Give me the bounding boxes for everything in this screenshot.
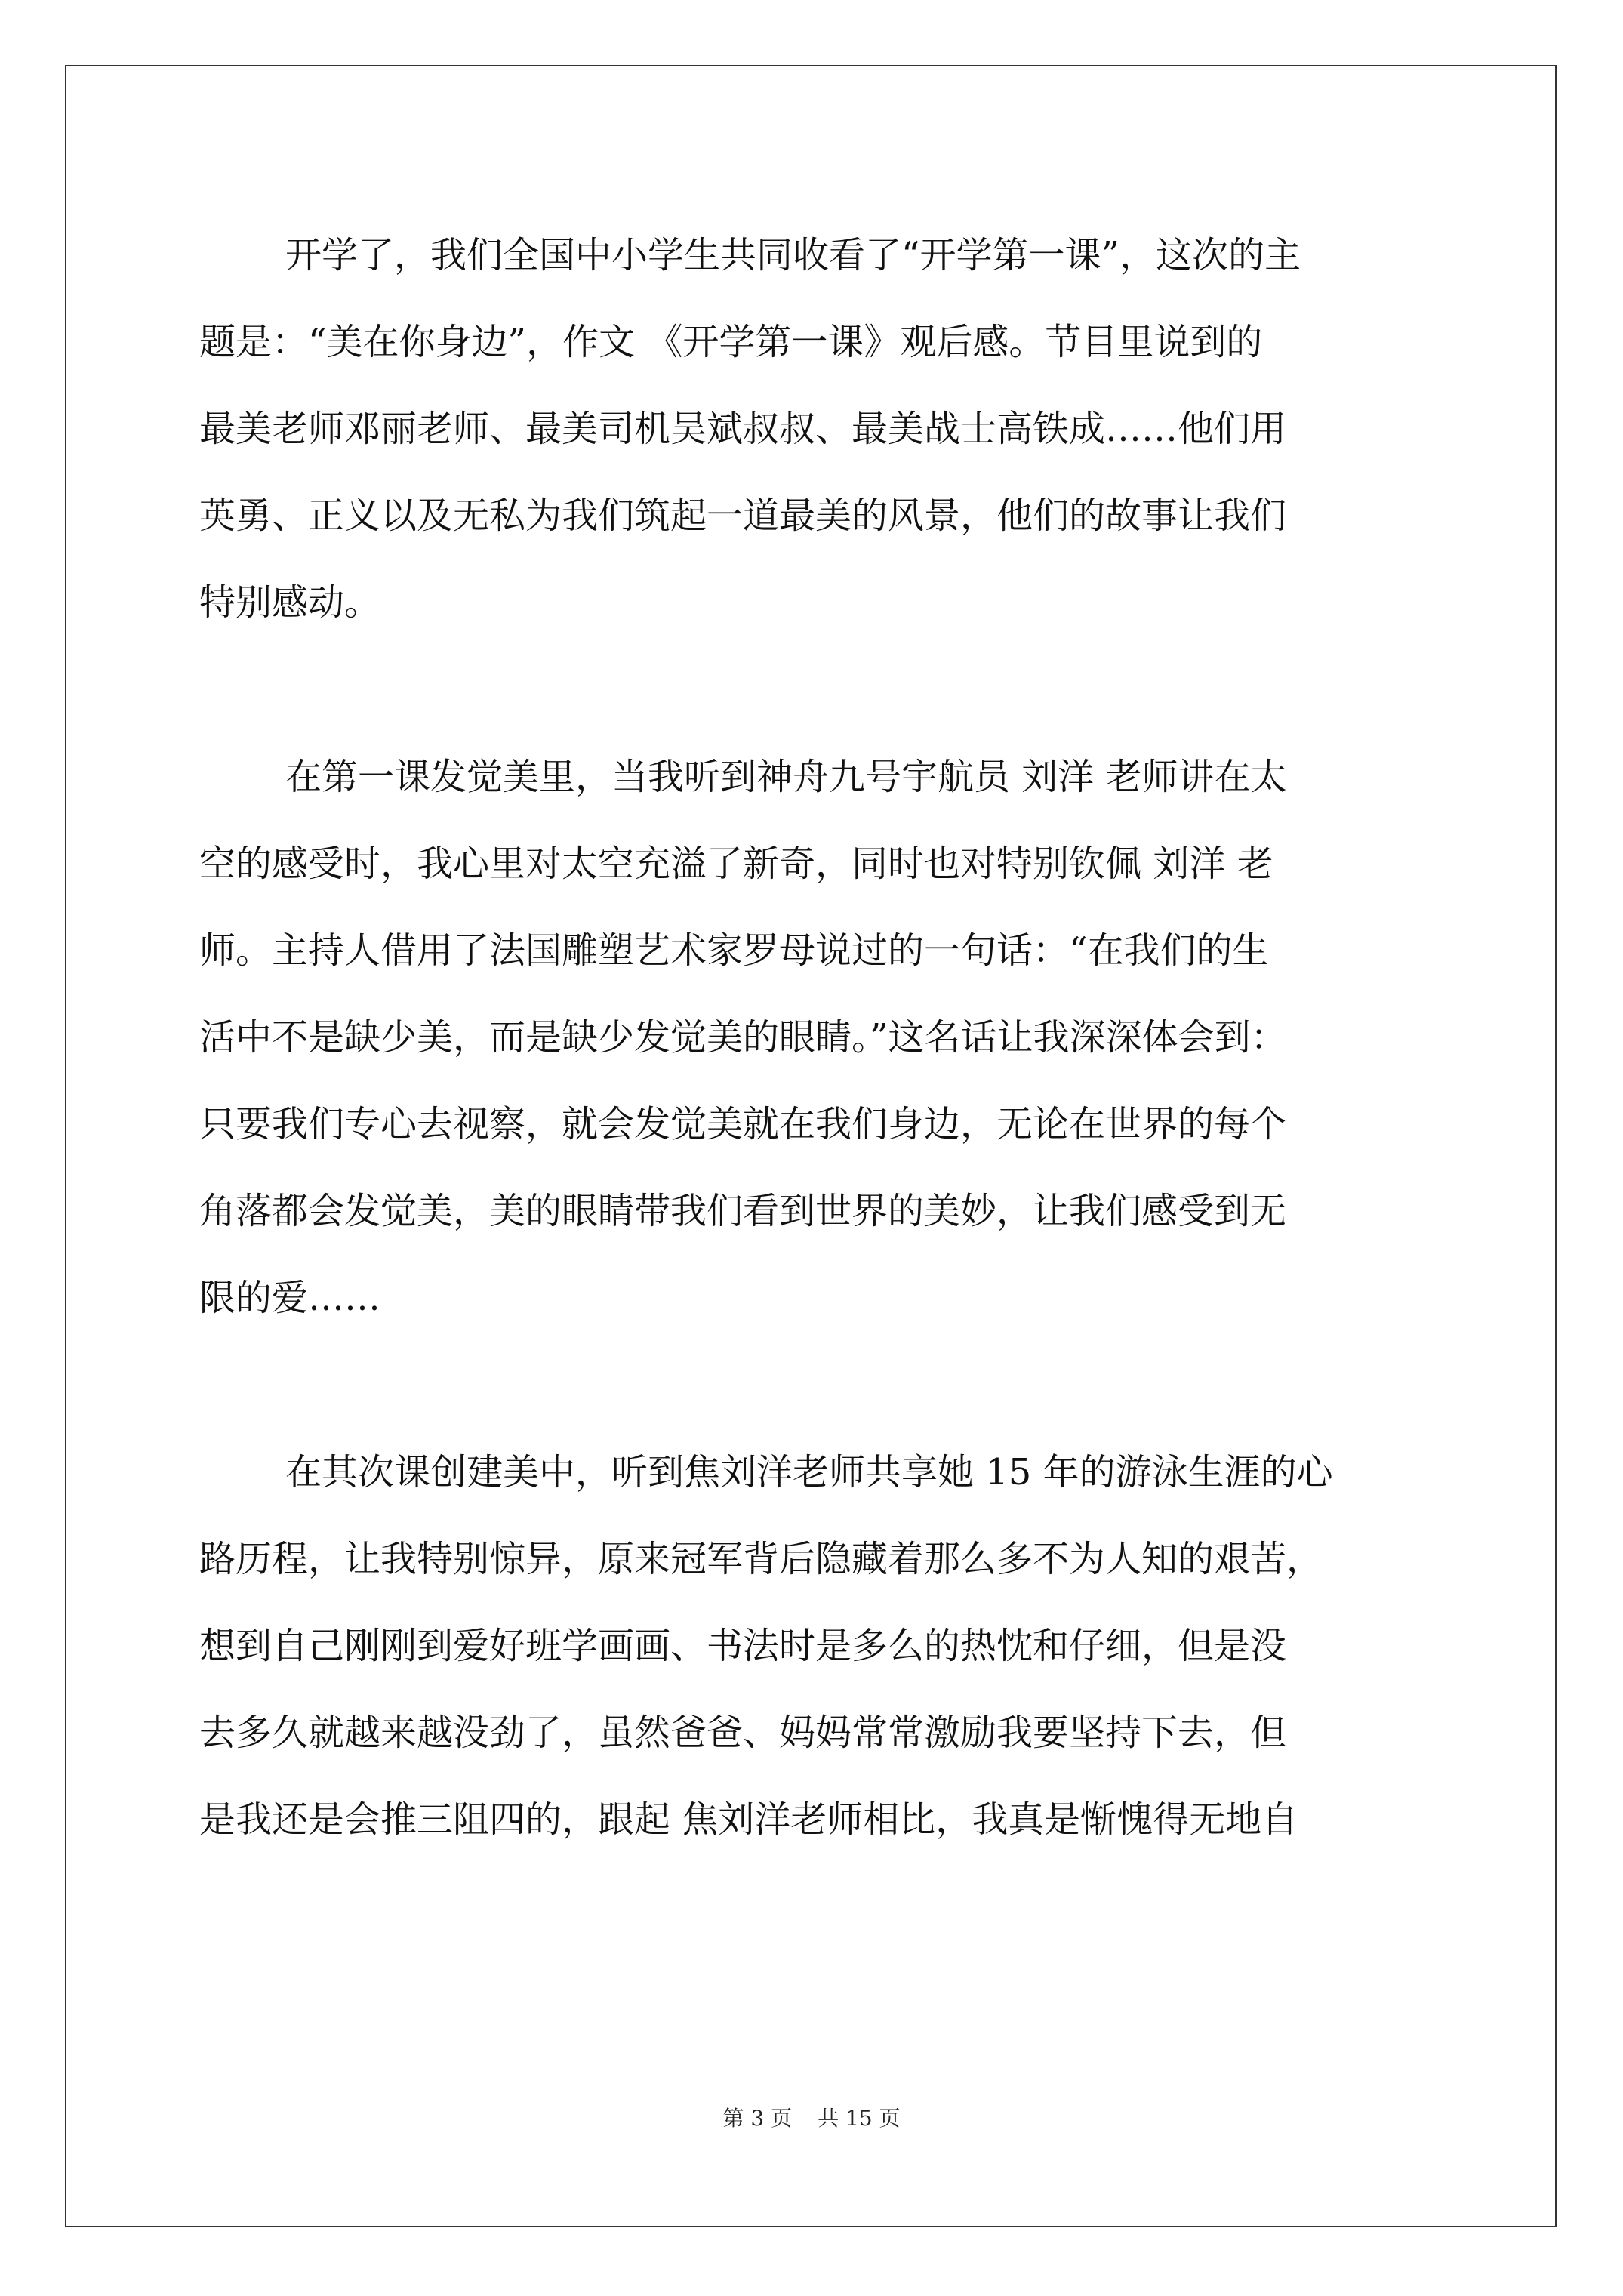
paragraph-2-line-1: 在第一课发觉美里，当我听到神舟九号宇航员 刘洋 老师讲在太 bbox=[285, 756, 1287, 798]
paragraph-1-line-5: 特别感动。 bbox=[199, 581, 381, 624]
paragraph-3-line-1: 在其次课创建美中，听到焦刘洋老师共享她 15 年的游泳生涯的心 bbox=[285, 1451, 1333, 1493]
page-number-current: 第 3 页 bbox=[722, 2106, 793, 2131]
paragraph-2-line-7: 限的爱…… bbox=[199, 1277, 381, 1319]
paragraph-2-line-5: 只要我们专心去视察，就会发觉美就在我们身边，无论在世界的每个 bbox=[199, 1103, 1287, 1145]
paragraph-1-line-3: 最美老师邓丽老师、最美司机吴斌叔叔、最美战士高铁成……他们用 bbox=[199, 408, 1287, 450]
paragraph-2-line-2: 空的感受时，我心里对太空充溢了新奇，同时也对特别钦佩 刘洋 老 bbox=[199, 843, 1273, 885]
paragraph-3-line-4: 去多久就越来越没劲了，虽然爸爸、妈妈常常激励我要坚持下去，但 bbox=[199, 1712, 1287, 1754]
paragraph-2-line-6: 角落都会发觉美，美的眼睛带我们看到世界的美妙，让我们感受到无 bbox=[199, 1190, 1287, 1232]
paragraph-3-line-2: 路历程，让我特别惊异，原来冠军背后隐藏着那么多不为人知的艰苦， bbox=[199, 1538, 1323, 1580]
paragraph-3-line-3: 想到自己刚刚到爱好班学画画、书法时是多么的热忱和仔细，但是没 bbox=[199, 1625, 1287, 1667]
page-number-total: 共 15 页 bbox=[818, 2106, 901, 2131]
paragraph-1-line-4: 英勇、正义以及无私为我们筑起一道最美的风景，他们的故事让我们 bbox=[199, 495, 1287, 537]
page-footer bbox=[0, 2105, 1623, 2132]
paragraph-3-line-5: 是我还是会推三阻四的，跟起 焦刘洋老师相比，我真是惭愧得无地自 bbox=[199, 1798, 1298, 1841]
paragraph-2-line-3: 师。主持人借用了法国雕塑艺术家罗母说过的一句话：“在我们的生 bbox=[199, 929, 1269, 972]
paragraph-1-line-2: 题是：“美在你身边”，作文 《开学第一课》观后感。节目里说到的 bbox=[199, 321, 1263, 363]
paragraph-2-line-4: 活中不是缺少美，而是缺少发觉美的眼睛。”这名话让我深深体会到： bbox=[199, 1016, 1287, 1059]
paragraph-1-line-1: 开学了，我们全国中小学生共同收看了“开学第一课”，这次的主 bbox=[285, 234, 1301, 276]
